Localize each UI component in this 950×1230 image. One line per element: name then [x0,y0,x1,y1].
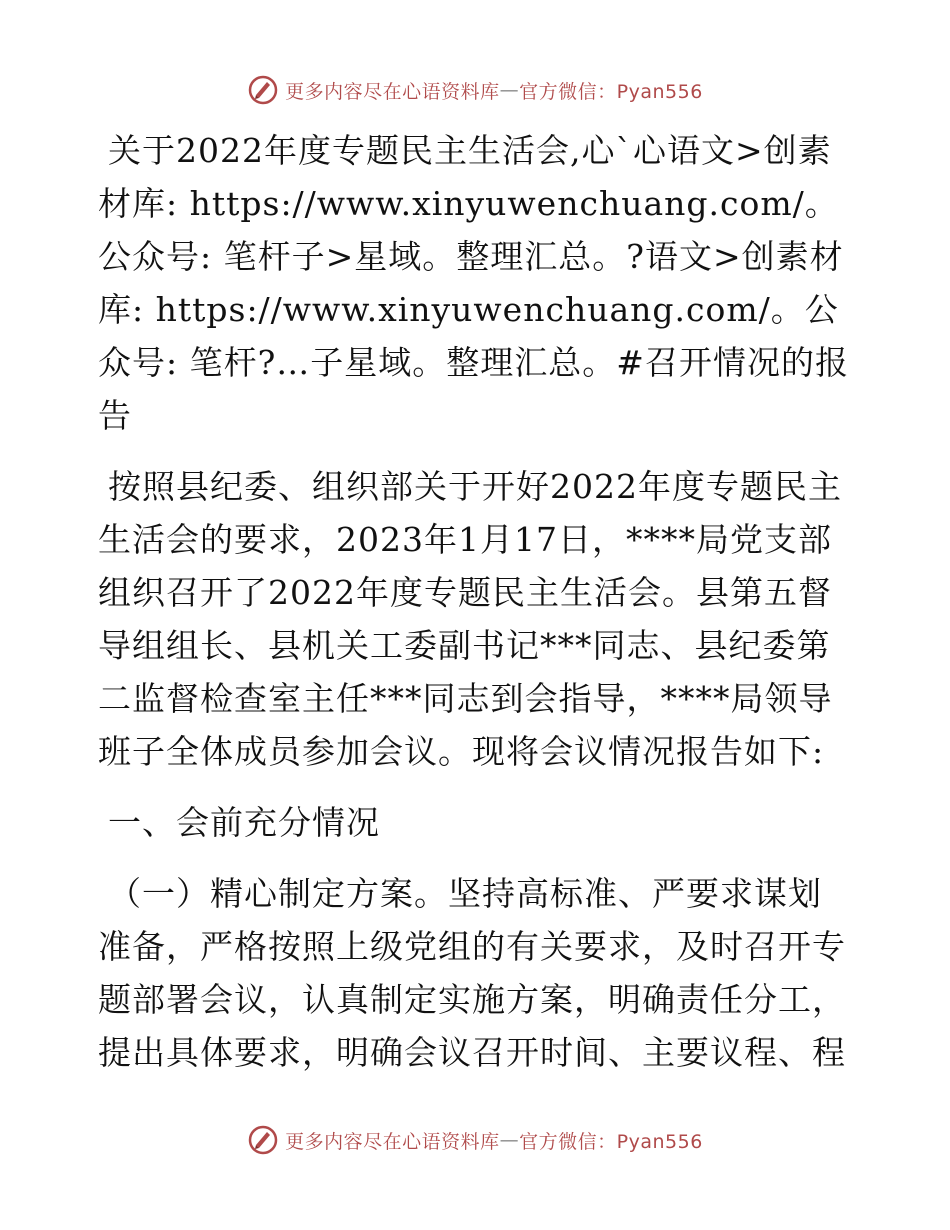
document-body [98,124,853,1097]
header-banner-text: 更多内容尽在心语资料库 [285,80,500,103]
brand-logo-icon [247,1124,279,1156]
section-heading: 一、会前充分情况 [108,803,380,842]
footer-banner-contact: 官方微信：Pyan556 [519,1130,703,1153]
brand-logo-icon [247,74,279,106]
header-banner-contact: 官方微信：Pyan556 [519,80,703,103]
header-banner [0,70,950,110]
header-banner-separator: — [499,79,520,101]
footer-banner-text: 更多内容尽在心语资料库 [285,1130,500,1153]
title-paragraph: 关于2022年度专题民主生活会,心`心语文>创素材库: https://www.xinyuwenchuang.com/。公众号: 笔杆子>星域。整理汇总。?语文>创素材库: https://www.xinyuwenchuang.com/。公众号: 笔杆?…子星域。整理汇总。#召开情况的报告 [98,131,849,435]
intro-paragraph: 按照县纪委、组织部关于开好2022年度专题民主生活会的要求，2023年1月17日，****局党支部组织召开了2022年度专题民主生活会。县第五督导组组长、县机关工委副书记***同志、县纪委第二监督检查室主任***同志到会指导，****局领导班子全体成员参加会议。现将会议情况报告如下: [98,467,842,771]
subsection-paragraph: （一）精心制定方案。坚持高标准、严要求谋划准备，严格按照上级党组的有关要求，及时召开专题部署会议，认真制定实施方案，明确责任分工，提出具体要求，明确会议召开时间、主要议程、程 [98,874,846,1072]
footer-banner-separator: — [499,1129,520,1151]
footer-banner [0,1120,950,1160]
